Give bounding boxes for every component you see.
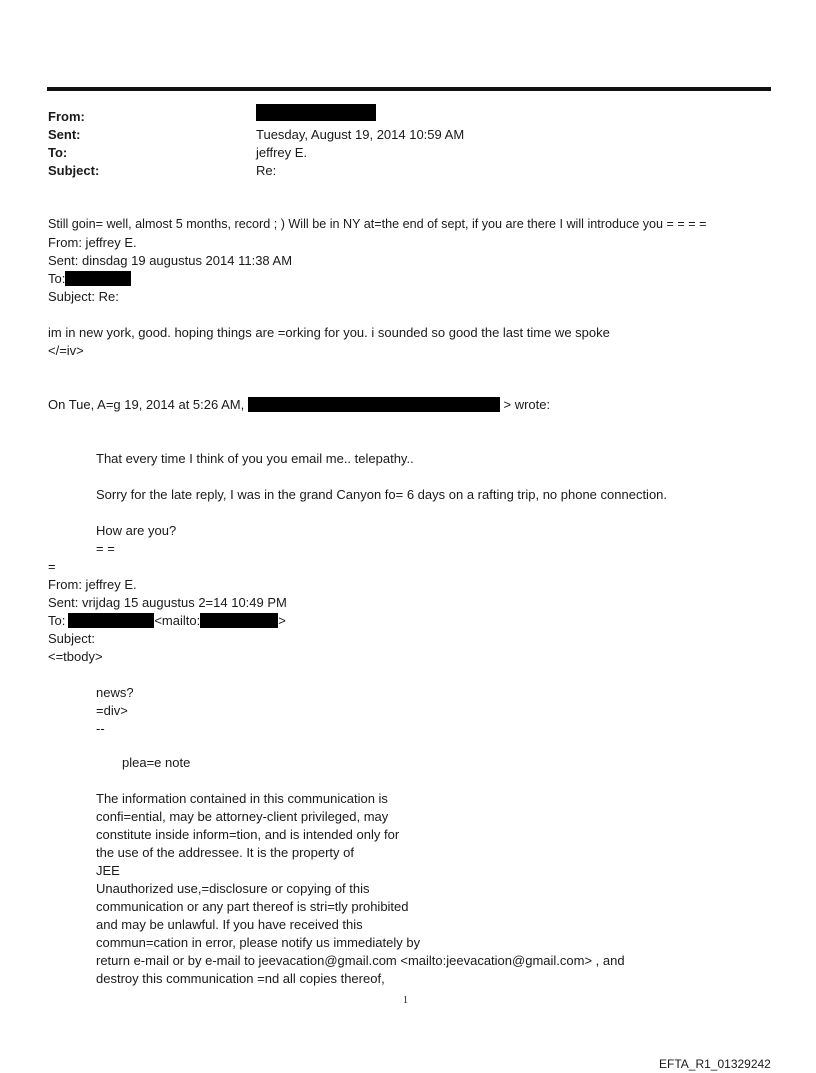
- fwd-tbody: <=tbody>: [48, 649, 103, 664]
- to-label: To:: [48, 145, 68, 160]
- fwd-mailto-redaction: [200, 613, 278, 628]
- reply-to-label: To:: [48, 271, 66, 286]
- news-dash: --: [96, 721, 105, 736]
- subject-label: Subject:: [48, 163, 100, 178]
- bates-number: EFTA_R1_01329242: [659, 1057, 771, 1071]
- fwd-to-redaction: [68, 613, 154, 628]
- reply-subject: Subject: Re:: [48, 289, 119, 304]
- disclaimer-line: confi=ential, may be attorney-client privileged, may: [96, 809, 389, 824]
- news-div: =div>: [96, 703, 128, 718]
- disclaimer-line: destroy this communication =nd all copies thereof,: [96, 971, 385, 986]
- sent-label: Sent:: [48, 127, 81, 142]
- reply-sent: Sent: dinsdag 19 augustus 2014 11:38 AM: [48, 253, 293, 268]
- fwd-from: From: jeffrey E.: [48, 577, 137, 592]
- disclaimer-line: and may be unlawful. If you have received this: [96, 917, 363, 932]
- quote-intro: [48, 397, 550, 412]
- reply-from: From: jeffrey E.: [48, 235, 137, 250]
- header-rule: [47, 87, 771, 91]
- disclaimer-line: JEE: [96, 863, 120, 878]
- body-line: Still goin= well, almost 5 months, record ; ) Will be in NY at=the end of sept, if you are there I will introduce you = = = =: [48, 217, 707, 231]
- reply-to-redaction: [65, 271, 131, 286]
- quote-paragraph: = =: [96, 541, 115, 556]
- to-value: jeffrey E.: [256, 145, 308, 160]
- body-line: im in new york, good. hoping things are =orking for you. i sounded so good the last time we spoke: [48, 325, 610, 340]
- disclaimer-line: commun=cation in error, please notify us immediately by: [96, 935, 421, 950]
- quote-eq: =: [48, 559, 56, 574]
- quote-intro-prefix: On Tue, A=g 19, 2014 at 5:26 AM,: [48, 397, 245, 412]
- news-line: news?: [96, 685, 134, 700]
- fwd-to-line: [48, 613, 286, 628]
- body-line: </=iv>: [48, 343, 84, 358]
- fwd-subject: Subject:: [48, 631, 95, 646]
- reply-to-line: [48, 271, 131, 286]
- subject-value: Re:: [256, 163, 277, 178]
- disclaimer-line: the use of the addressee. It is the property of: [96, 845, 354, 860]
- sent-value: Tuesday, August 19, 2014 10:59 AM: [256, 127, 465, 142]
- quote-paragraph: Sorry for the late reply, I was in the grand Canyon fo= 6 days on a rafting trip, no phone connection.: [96, 487, 668, 502]
- disclaimer-line: The information contained in this communication is: [96, 791, 388, 806]
- please-note: plea=e note: [122, 755, 191, 770]
- quote-sender-redaction: [248, 397, 500, 412]
- quote-paragraph: That every time I think of you you email me.. telepathy..: [96, 451, 414, 466]
- disclaimer-line: Unauthorized use,=disclosure or copying of this: [96, 881, 370, 896]
- fwd-sent: Sent: vrijdag 15 augustus 2=14 10:49 PM: [48, 595, 287, 610]
- fwd-to-end: >: [278, 613, 286, 628]
- quote-paragraph: How are you?: [96, 523, 177, 538]
- page-number: 1: [403, 995, 408, 1006]
- disclaimer-line: communication or any part thereof is stri=tly prohibited: [96, 899, 409, 914]
- fwd-to-label: To:: [48, 613, 66, 628]
- disclaimer-line: return e-mail or by e-mail to jeevacation@gmail.com <mailto:jeevacation@gmail.com> , and: [96, 953, 625, 968]
- quote-intro-suffix: > wrote:: [503, 397, 551, 412]
- fwd-to-mailto: <mailto:: [154, 613, 201, 628]
- from-label: From:: [48, 109, 85, 124]
- from-redaction: [256, 104, 376, 121]
- disclaimer-line: constitute inside inform=tion, and is intended only for: [96, 827, 400, 842]
